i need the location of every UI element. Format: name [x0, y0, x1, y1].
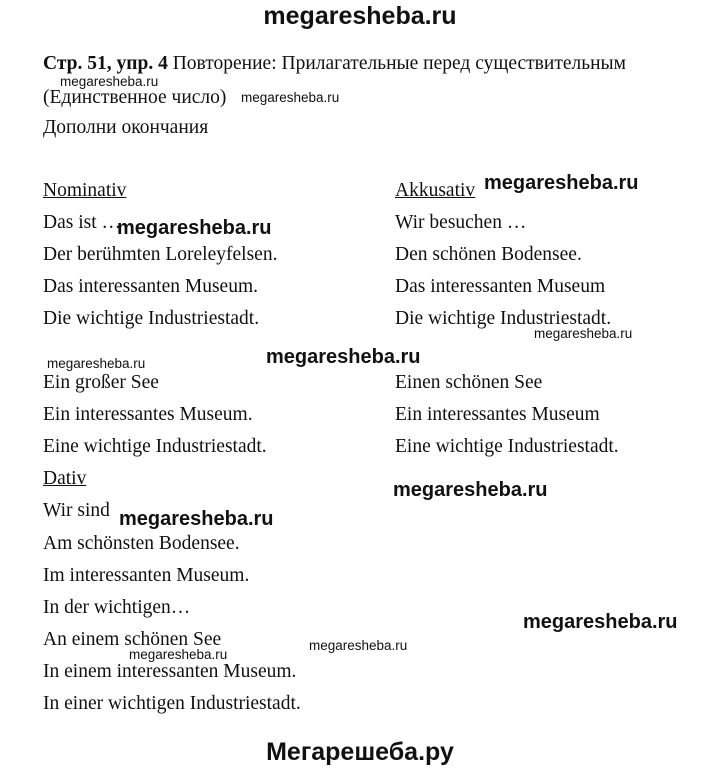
dativ-line: Im interessanten Museum. [43, 565, 250, 586]
dativ-line: Wir sind [43, 500, 110, 521]
akkusativ-line: Einen schönen See [395, 372, 543, 393]
nominativ-line: Die wichtige Industriestadt. [43, 308, 260, 329]
watermark: megaresheba.ru [119, 508, 274, 530]
dativ-line: An einem schönen See [43, 629, 222, 650]
dativ-line: In einem interessanten Museum. [43, 661, 297, 682]
watermark: megaresheba.ru [534, 326, 633, 341]
site-header: megaresheba.ru [263, 2, 457, 30]
akkusativ-line: Eine wichtige Industriestadt. [395, 436, 619, 457]
akkusativ-line: Das interessanten Museum [395, 276, 606, 297]
nominativ-line: Eine wichtige Industriestadt. [43, 436, 267, 457]
watermark: megaresheba.ru [266, 346, 421, 368]
exercise-subtitle: (Единственное число) [43, 87, 227, 108]
nominativ-line: Das ist … [43, 212, 121, 233]
dativ-line: In einer wichtigen Industriestadt. [43, 693, 301, 714]
exercise-title [43, 53, 626, 75]
dativ-heading: Dativ [43, 468, 87, 489]
nominativ-line: Ein interessantes Museum. [43, 404, 253, 425]
watermark: megaresheba.ru [523, 611, 678, 633]
exercise-topic: Повторение: Прилагательные перед существительным [172, 53, 627, 74]
watermark: megaresheba.ru [117, 217, 272, 239]
akkusativ-line: Den schönen Bodensee. [395, 244, 582, 265]
watermark: megaresheba.ru [241, 90, 340, 105]
watermark: megaresheba.ru [309, 638, 408, 653]
nominativ-heading: Nominativ [43, 180, 127, 201]
akkusativ-heading: Akkusativ [395, 180, 476, 201]
akkusativ-line: Die wichtige Industriestadt. [395, 308, 612, 329]
nominativ-line: Der berühmten Loreleyfelsen. [43, 244, 278, 265]
akkusativ-line: Wir besuchen … [395, 212, 527, 233]
dativ-line: In der wichtigen… [43, 597, 191, 618]
akkusativ-line: Ein interessantes Museum [395, 404, 600, 425]
exercise-instruction: Дополни окончания [43, 117, 209, 138]
nominativ-line: Ein großer See [43, 372, 159, 393]
watermark: megaresheba.ru [60, 74, 159, 89]
watermark: megaresheba.ru [129, 647, 228, 662]
dativ-line: Am schönsten Bodensee. [43, 533, 240, 554]
watermark: megaresheba.ru [484, 172, 639, 194]
watermark: megaresheba.ru [393, 479, 548, 501]
nominativ-line: Das interessanten Museum. [43, 276, 258, 297]
site-footer: Мегарешеба.ру [266, 738, 454, 766]
exercise-ref: Стр. 51, упр. 4 [43, 53, 168, 74]
watermark: megaresheba.ru [47, 356, 146, 371]
